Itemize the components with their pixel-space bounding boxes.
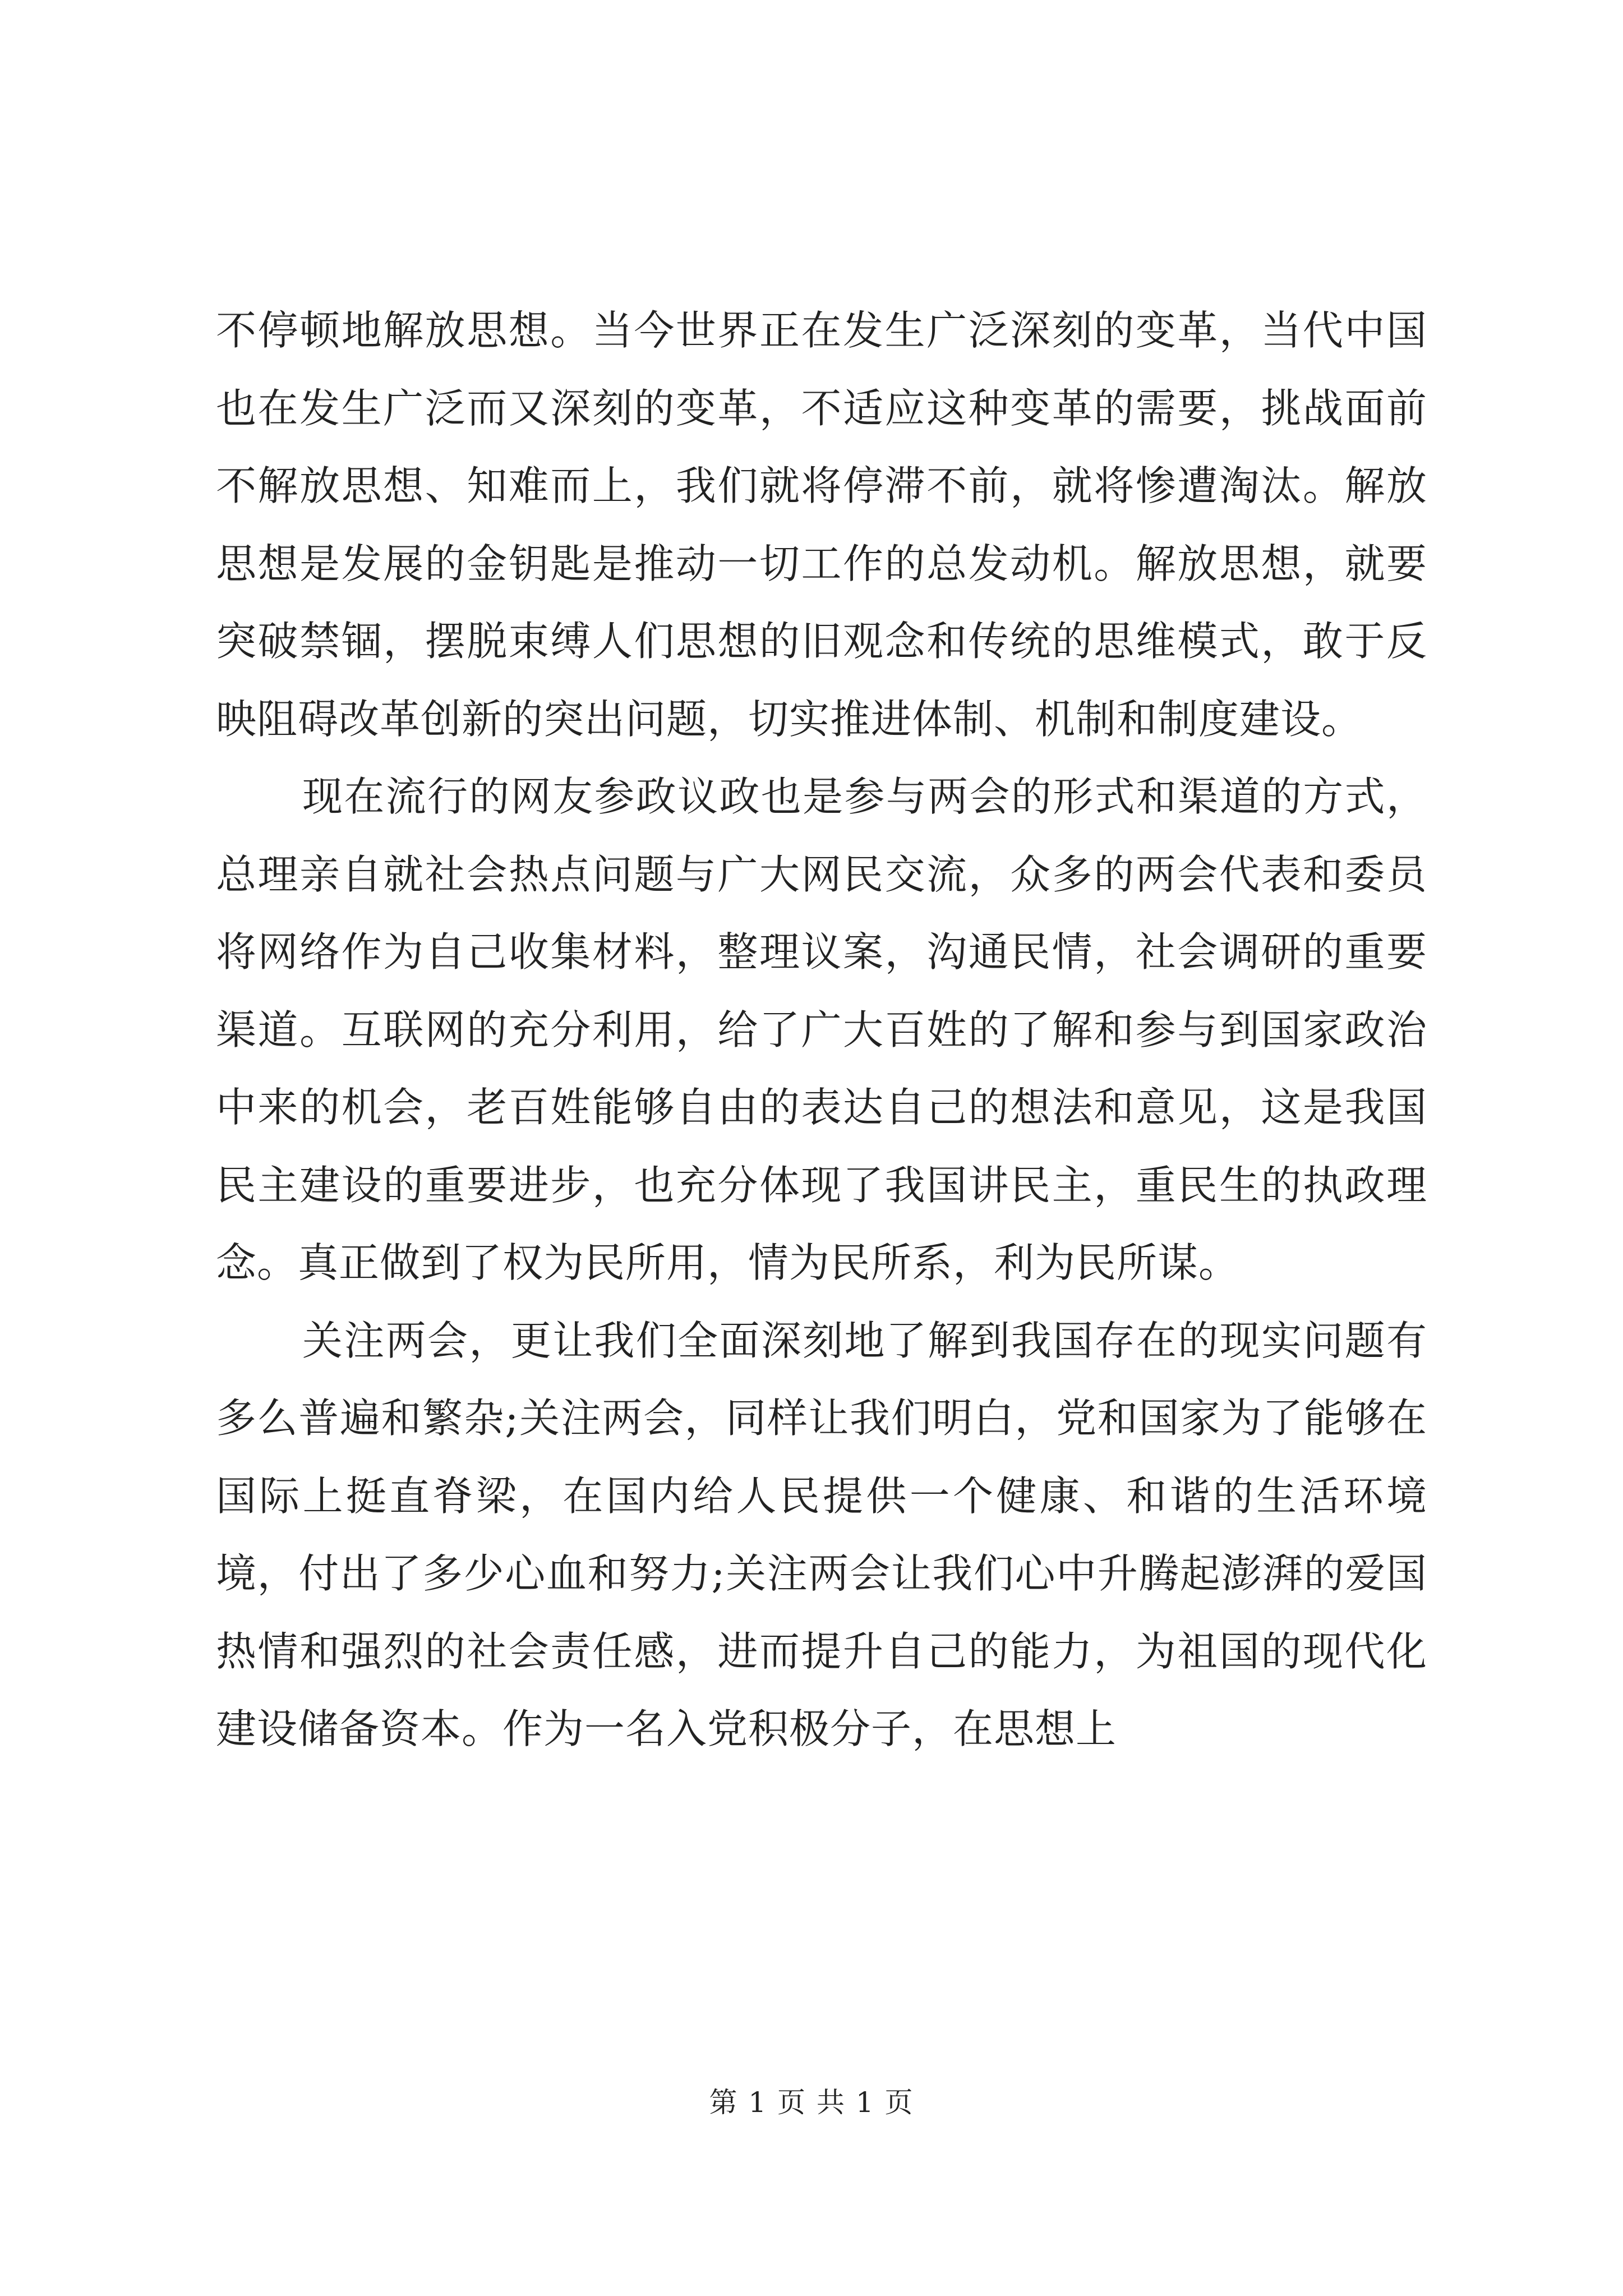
document-body <box>216 292 1427 1768</box>
page-footer: 第 1 页 共 1 页 <box>709 2086 914 2119</box>
paragraph-1: 不停顿地解放思想。当今世界正在发生广泛深刻的变革，当代中国也在发生广泛而又深刻的变革，不适应这种变革的需要，挑战面前不解放思想、知难而上，我们就将停滞不前，就将惨遭淘汰。解放思想是发展的金钥匙是推动一切工作的总发动机。解放思想，就要突破禁锢，摆脱束缚人们思想的旧观念和传统的思维模式，敢于反映阻碍改革创新的突出问题，切实推进体制、机制和制度建设。 <box>216 307 1427 743</box>
paragraph-3: 关注两会，更让我们全面深刻地了解到我国存在的现实问题有多么普遍和繁杂;关注两会，同样让我们明白，党和国家为了能够在国际上挺直脊梁，在国内给人民提供一个健康、和谐的生活环境境，付出了多少心血和努力;关注两会让我们心中升腾起澎湃的爱国热情和强烈的社会责任感，进而提升自己的能力，为祖国的现代化建设储备资本。作为一名入党积极分子，在思想上 <box>216 1317 1427 1752</box>
paragraph-2: 现在流行的网友参政议政也是参与两会的形式和渠道的方式，总理亲自就社会热点问题与广大网民交流，众多的两会代表和委员将网络作为自己收集材料，整理议案，沟通民情，社会调研的重要渠道。互联网的充分利用，给了广大百姓的了解和参与到国家政治中来的机会，老百姓能够自由的表达自己的想法和意见，这是我国民主建设的重要进步，也充分体现了我国讲民主，重民生的执政理念。真正做到了权为民所用，情为民所系，利为民所谋。 <box>216 773 1427 1286</box>
